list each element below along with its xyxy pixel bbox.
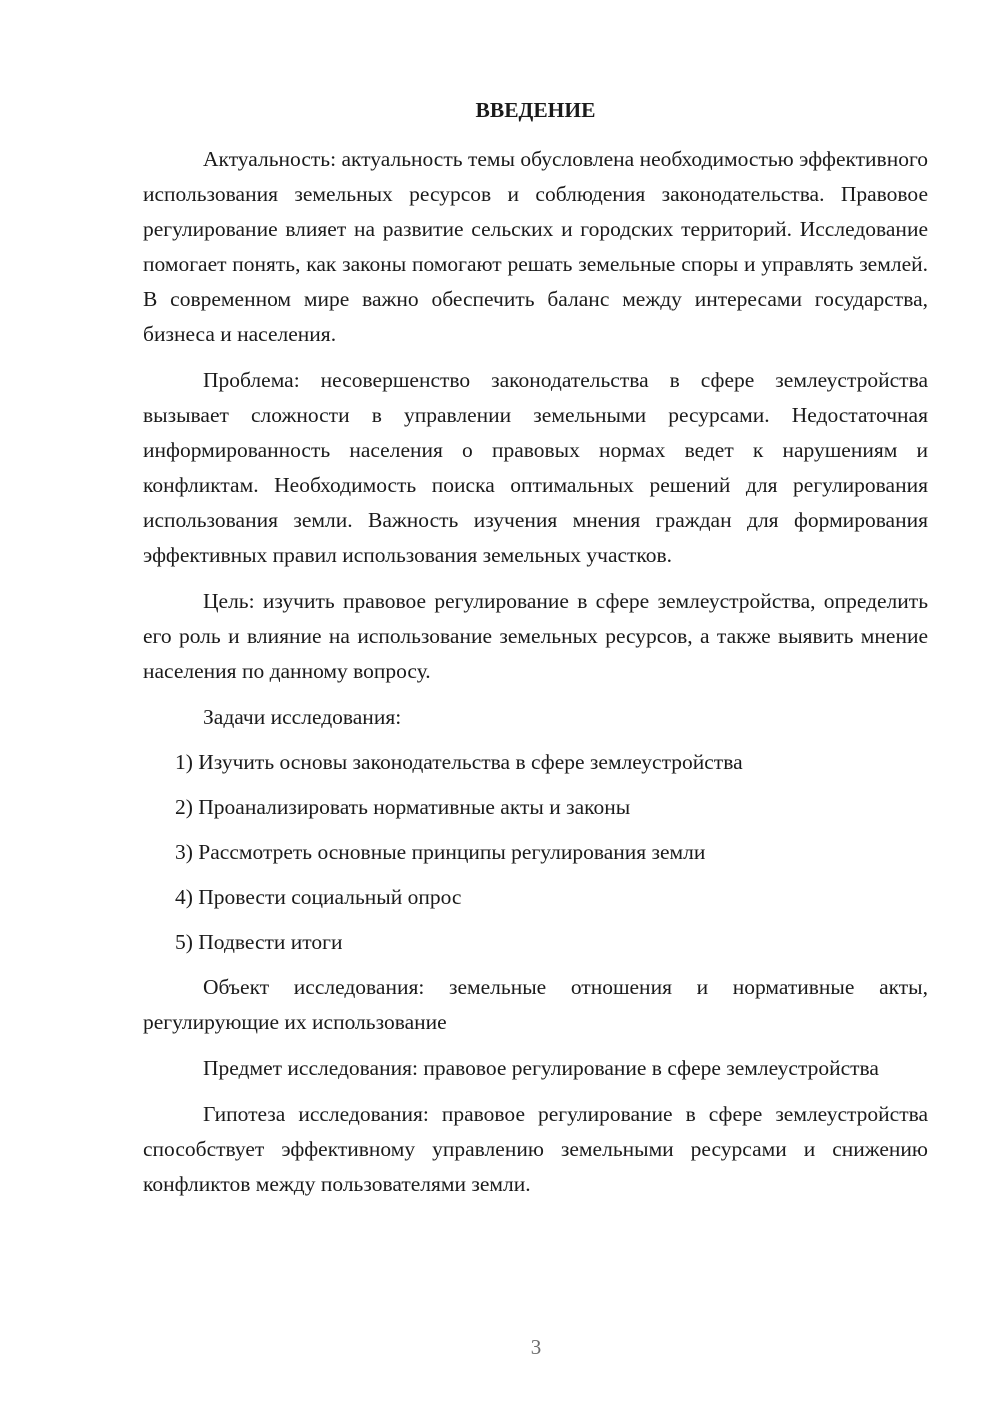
task-item: 1) Изучить основы законодательства в сфере землеустройства [175,750,743,774]
goal-paragraph: Цель: изучить правовое регулирование в сфере землеустройства, определить его роль и влияние на использование земельных ресурсов, а также выявить мнение населения по данному вопросу. [143,589,928,683]
page-content [143,96,928,1213]
subject-paragraph: Предмет исследования: правовое регулирование в сфере землеустройства [203,1056,879,1080]
problem-paragraph: Проблема: несовершенство законодательства в сфере землеустройства вызывает сложности в управлении земельными ресурсами. Недостаточная информированность населения о правовых нормах ведет к нарушениям и конфликтам. Необходимость поиска оптимальных решений для регулирования использования земли. Важность изучения мнения граждан для формирования эффективных правил использования земельных участков. [143,368,928,567]
hypothesis-paragraph: Гипотеза исследования: правовое регулирование в сфере землеустройства способствует эффективному управлению земельными ресурсами и снижению конфликтов между пользователями земли. [143,1102,928,1196]
page-number: 3 [530,1335,542,1359]
page-title: ВВЕДЕНИЕ [475,98,596,122]
task-item: 2) Проанализировать нормативные акты и законы [175,795,631,819]
object-paragraph: Объект исследования: земельные отношения и нормативные акты, регулирующие их использование [143,975,928,1034]
task-item: 3) Рассмотреть основные принципы регулирования земли [175,840,706,864]
task-item: 4) Провести социальный опрос [175,885,462,909]
tasks-heading: Задачи исследования: [203,705,402,729]
tasks-list [143,745,928,960]
task-item: 5) Подвести итоги [175,930,343,954]
relevance-paragraph: Актуальность: актуальность темы обусловлена необходимостью эффективного использования земельных ресурсов и соблюдения законодательства. Правовое регулирование влияет на развитие сельских и городских территорий. Исследование помогает понять, как законы помогают решать земельные споры и управлять землей. В современном мире важно обеспечить баланс между интересами государства, бизнеса и населения. [143,147,928,346]
